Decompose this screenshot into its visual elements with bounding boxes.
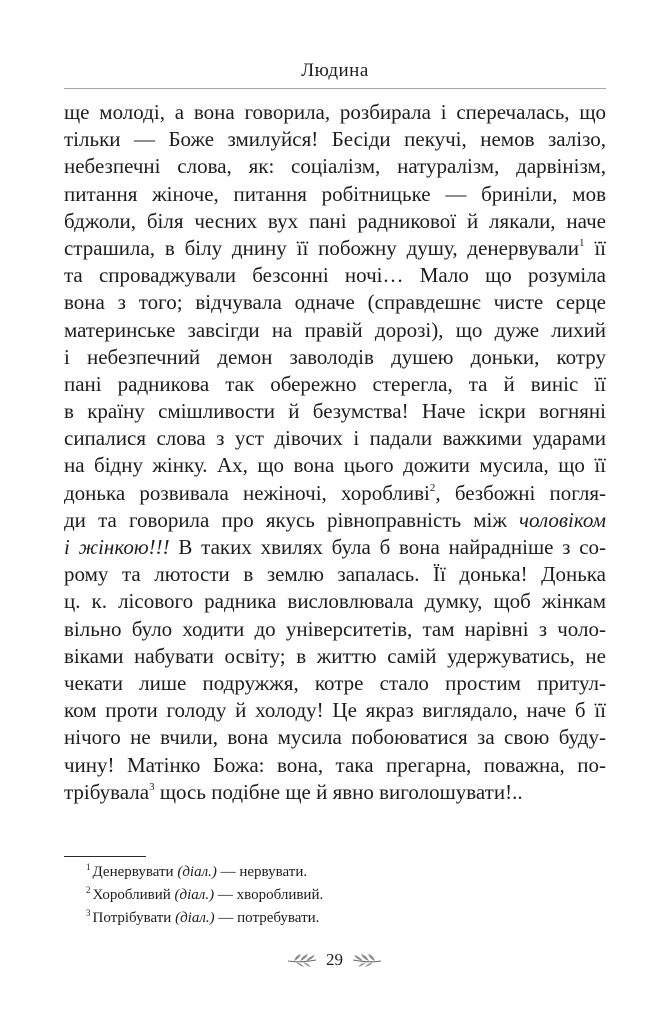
footnote-item [86,861,606,884]
text-segment: тільки — Боже змилуйся! Бесіди пекучі, немов залізо, [64,127,606,152]
text-line [64,425,606,452]
wheat-ornament-icon [286,951,320,969]
footnote-item [86,884,606,907]
text-segment: віками набувати освіту; в життю самій удержуватись, не [64,643,606,668]
footnote-number: 3 [86,908,91,918]
text-line [64,643,606,670]
text-segment: ц. к. лісового радника висловлювала думку, щоб жінкам [64,589,606,614]
text-line [64,289,606,316]
text-line [64,371,606,398]
text-segment: страшила, в білу днину її побожну душу, денервували [64,235,580,260]
text-segment: вона з того; відчувала одначе (справдешнє чисте серце [64,290,606,315]
text-line [64,588,606,615]
text-segment: і небезпечний демон заволодів душею доньки, котру [64,344,606,369]
text-line [64,724,606,751]
text-line [64,534,606,561]
running-head-title: Людина [301,60,369,81]
body-text [64,99,606,806]
page-footer [0,950,669,974]
text-segment: ще молоді, а вона говорила, розбирала і сперечалась, що [64,100,606,124]
text-line [64,480,606,507]
text-line [64,779,606,806]
text-segment: сипалися слова з уст дівочих і падали важкими ударами [64,426,606,451]
footnote-number: 2 [86,885,91,895]
text-segment: чекати лише подружжя, котре стало простим притул- [64,670,606,695]
footnote-dialect-note: (діал.) [174,887,215,903]
text-segment: бджоли, біля чесних вух пані радникової й лякали, наче [64,208,606,233]
footnote-marker: 1 [579,236,585,249]
footnotes [86,861,606,930]
text-line [64,126,606,153]
text-line [64,561,606,588]
footnote-word: Денервувати [92,864,178,880]
footnote-separator [64,856,146,857]
text-segment: ди та говорила про якусь рівноправність між [64,507,520,532]
text-line [64,697,606,724]
text-line [64,262,606,289]
text-segment: небезпечні слова, як: соціалізм, натуралізм, дарвінізм, [64,154,606,179]
text-line [64,99,606,126]
text-segment: пані радникова так обережно стерегла, та й виніс її [64,371,606,396]
text-segment: на бідну жінку. Ах, що вона цього дожити мусила, що її [64,453,606,478]
text-segment: та спроваджували безсонні ночі… Мало що розуміла [64,263,606,288]
text-segment: вільно було ходити до університетів, там нарівні з чоло- [64,616,606,641]
footnote-gloss: — нервувати. [216,864,308,880]
text-segment: нічого не вчили, вона мусила побоюватися за свою буду- [64,725,606,750]
text-line [64,344,606,371]
text-line [64,616,606,643]
wheat-ornament-icon [349,951,383,969]
text-segment: в країну смішливости й безумства! Наче іскри вогняні [64,399,606,424]
text-segment: , безбожні погля- [435,480,606,505]
text-line [64,398,606,425]
text-segment: щось подібне ще й явно виголошувати!.. [154,779,523,804]
footnote-word: Потрібувати [92,910,176,926]
italic-text: чоловіком [519,507,606,532]
italic-text: і жінкою!!! [64,535,170,559]
footnote-gloss: — потребувати. [214,910,320,926]
text-line [64,235,606,262]
footnote-dialect-note: (діал.) [177,864,217,880]
header-rule [64,88,606,89]
text-line [64,670,606,697]
page-number: 29 [326,950,343,969]
footnote-number: 1 [86,862,91,872]
footnote-word: Хоробливий [92,887,175,903]
text-line [64,153,606,180]
text-segment: трібувала [64,779,150,804]
text-segment: її [584,235,607,260]
text-segment: донька розвивала нежіночі, хоробливі [64,480,430,505]
text-line [64,181,606,208]
footnote-item [86,907,606,930]
text-segment: питання жіноче, питання робітницьке — бриніли, мов [64,181,606,206]
text-segment: чину! Матінко Божа: вона, така прегарна, поважна, по- [64,752,606,777]
text-line [64,317,606,344]
text-segment: материнське завсігди на правій дорозі), що дуже лихий [64,317,606,342]
text-segment: В таких хвилях була б вона найрадніше з со- [169,535,607,559]
text-line [64,752,606,779]
footnote-marker: 2 [429,481,436,494]
text-segment: рому та лютости в землю запалась. Її донька! Донька [64,562,606,587]
text-line [64,507,606,534]
text-line [64,452,606,479]
footnote-dialect-note: (діал.) [175,910,215,926]
footnote-gloss: — хворобливий. [214,887,324,903]
text-segment: ком проти голоду й холоду! Це якраз виглядало, наче б її [64,698,606,723]
text-line [64,208,606,235]
footnote-marker: 3 [149,780,155,793]
